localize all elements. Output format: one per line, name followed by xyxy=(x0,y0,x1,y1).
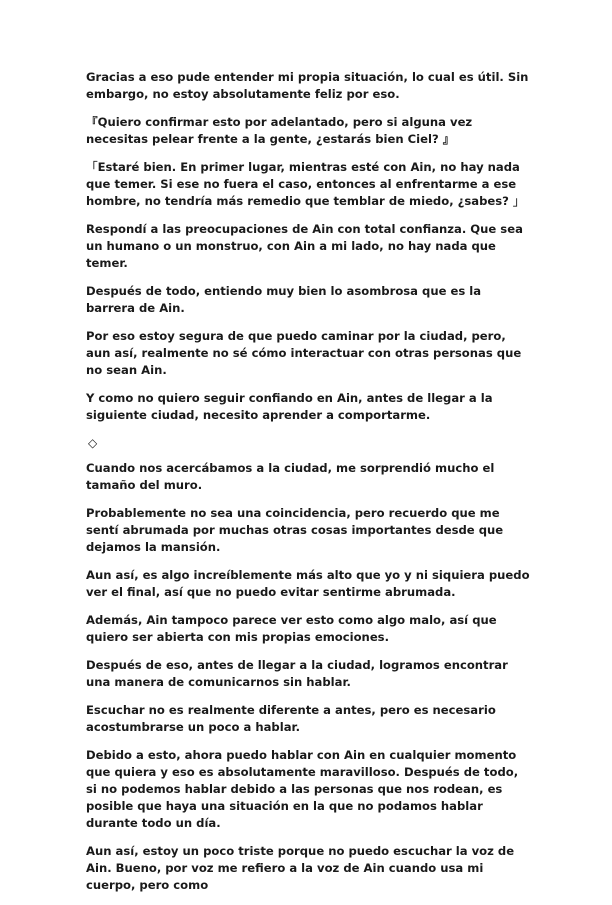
paragraph: Además, Ain tampoco parece ver esto como algo malo, así que quiero ser abierta con mis propias emociones. xyxy=(86,613,497,644)
paragraph: Después de eso, antes de llegar a la ciudad, logramos encontrar una manera de comunicarnos sin hablar. xyxy=(86,658,508,689)
paragraph: Aun así, es algo increíblemente más alto que yo y ni siquiera puedo ver el final, así que no puedo evitar sentirme abrumada. xyxy=(86,568,530,599)
paragraph: 「Estaré bien. En primer lugar, mientras esté con Ain, no hay nada que temer. Si ese no fuera el caso, entonces al enfrentarme a ese hombre, no tendría más remedio que temblar de miedo, ¿sabes? 」 xyxy=(86,160,525,208)
paragraph: Aun así, estoy un poco triste porque no puedo escuchar la voz de Ain. Bueno, por voz me refiero a la voz de Ain cuando usa mi cuerpo, pero como xyxy=(86,844,515,892)
scene-break-diamond: ◇ xyxy=(88,436,98,450)
paragraph: 『Quiero confirmar esto por adelantado, pero si alguna vez necesitas pelear frente a la gente, ¿estarás bien Ciel? 』 xyxy=(86,115,473,146)
paragraph: Escuchar no es realmente diferente a antes, pero es necesario acostumbrarse un poco a hablar. xyxy=(86,703,496,734)
paragraph: Debido a esto, ahora puedo hablar con Ain en cualquier momento que quiera y eso es absolutamente maravilloso. Después de todo, si no podemos hablar debido a las personas que nos rodean, es posible que haya una situación en la que no podamos hablar durante todo un día. xyxy=(86,748,519,830)
paragraph: Y como no quiero seguir confiando en Ain, antes de llegar a la siguiente ciudad, necesito aprender a comportarme. xyxy=(86,391,493,422)
paragraph: Gracias a eso pude entender mi propia situación, lo cual es útil. Sin embargo, no estoy absolutamente feliz por eso. xyxy=(86,70,529,101)
paragraph: Por eso estoy segura de que puedo caminar por la ciudad, pero, aun así, realmente no sé cómo interactuar con otras personas que no sean Ain. xyxy=(86,329,522,377)
paragraph: Respondí a las preocupaciones de Ain con total confianza. Que sea un humano o un monstruo, con Ain a mi lado, no hay nada que temer. xyxy=(86,222,523,270)
paragraph: Probablemente no sea una coincidencia, pero recuerdo que me sentí abrumada por muchas otras cosas importantes desde que dejamos la mansión. xyxy=(86,506,504,554)
document-page xyxy=(86,69,530,905)
paragraph: Después de todo, entiendo muy bien lo asombrosa que es la barrera de Ain. xyxy=(86,284,482,315)
paragraph: Cuando nos acercábamos a la ciudad, me sorprendió mucho el tamaño del muro. xyxy=(86,461,495,492)
